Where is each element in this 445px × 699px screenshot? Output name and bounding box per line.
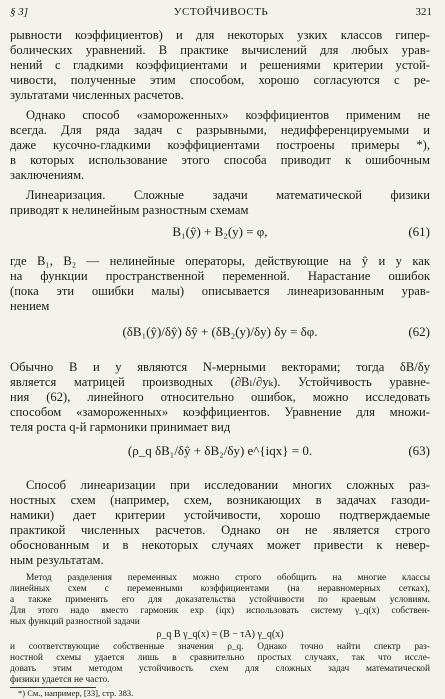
text-line: Линеаризация. Сложные задачи математической физики: [26, 188, 430, 202]
equation-61: [10, 218, 430, 248]
text-line: практикой численных расчетов. Однако он не является строго: [10, 523, 430, 537]
text-line: намики) дает критерии устойчивости, хорошо подтверждаемые: [10, 508, 430, 522]
text-line: всегда. Для ряда задач с разрывными, недифференцируемыми и: [10, 123, 430, 137]
equation-body: B₁(ŷ) + B₂(y) = φ,: [172, 224, 268, 239]
text-line: ным результатам.: [10, 553, 104, 567]
note-equation: ρ_q B γ_q(x) = (B − τA) γ_q(x): [156, 629, 284, 640]
page-number: 321: [415, 6, 432, 18]
equation-62: [10, 318, 430, 348]
text-line: Однако способ «замороженных» коэффициентов применим не: [26, 108, 430, 122]
text-line: зультатами численных расчетов.: [10, 88, 184, 102]
text-line: ностных схем (например, схем, возникающих в задачах газоди-: [10, 493, 430, 507]
text-line: на функции пространственной переменной. Нарастание ошибок: [10, 269, 430, 283]
note-line: линейных схем с переменными коэффициентами (на неравномерных сетках),: [10, 584, 430, 594]
text-line: теля роста q-й гармоники принимает вид: [10, 420, 231, 434]
running-title: УСТОЙЧИВОСТЬ: [173, 6, 269, 18]
text-line: является матрицей производных (∂Bₗ/∂yₖ). Устойчивость уравне-: [10, 375, 430, 389]
text-line: чивости, полученные этим способом, хорошо согласуются с ре-: [10, 73, 430, 87]
footnote: *) См., например, [33], стр. 383.: [18, 688, 134, 698]
text-line: заключениям.: [10, 168, 85, 182]
section-marker: § 3]: [10, 6, 29, 18]
text-line: болических уравнений. В практике вычислений для любых урав-: [10, 43, 430, 57]
equation-body: (ρ_q δB₁/δŷ + δB₂/δy) e^{iqx} = 0.: [127, 443, 313, 458]
text-line: рывности коэффициентов) и для некоторых узких классов гипер-: [10, 28, 430, 42]
text-line: ния (62), линейного относительно ошибок, можно исследовать: [10, 390, 430, 404]
note-line: ных функций разностной задачи: [10, 617, 140, 627]
equation-63: [10, 437, 430, 467]
text-line: Способ линеаризации при исследовании многих сложных раз-: [26, 478, 430, 492]
text-line: нением: [10, 299, 50, 313]
text-line: (пока эти ошибки малы) описывается линеаризованным урав-: [10, 284, 430, 298]
equation-number: (63): [408, 443, 430, 458]
equation-number: (61): [408, 224, 430, 239]
note-line: и соответствующие собственные значения ρ_q. Однако точно найти спектр раз-: [10, 642, 430, 652]
equation-number: (62): [408, 324, 430, 339]
text-line: нений с гладкими коэффициентами и решениями критерии устой-: [10, 58, 430, 72]
text-line: в которых использование этого способа приводит к ошибочным: [10, 153, 430, 167]
text-line: способом «замороженных» коэффициентов. Уравнение для множи-: [10, 405, 430, 419]
text-line: где B₁, B₂ — нелинейные операторы, действующие на ŷ и y как: [10, 254, 430, 268]
note-line: довать этим методом устойчивость схем для сложных задач математической: [10, 664, 430, 674]
running-header: [10, 6, 432, 22]
note-line: Для этого надо вместо гармоник exp (iqx) использовать систему γ_q(x) собствен-: [10, 606, 430, 616]
note-line: физики удается не часто.: [10, 675, 110, 685]
text-line: приводят к нелинейным разностным схемам: [10, 203, 249, 217]
text-line: даже кусочно-гладкими коэффициентами построены примеры *),: [10, 138, 430, 152]
note-line: Метод разделения переменных можно строго обобщить на многие классы: [26, 573, 430, 583]
text-line: обоснованным и в некоторых случаях может привести к невер-: [10, 538, 430, 552]
text-line: Обычно B и y являются N-мерными векторами; тогда δB/δy: [10, 360, 430, 374]
note-line: а также применять его для доказательства устойчивости по краевым условиям.: [10, 595, 430, 605]
equation-body: (δB₁(ŷ)/δŷ) δŷ + (δB₂(y)/δy) δy = δφ.: [122, 324, 318, 339]
note-line: ностной схемы удается лишь в сравнительно простых случаях, так что иссле-: [10, 653, 430, 663]
